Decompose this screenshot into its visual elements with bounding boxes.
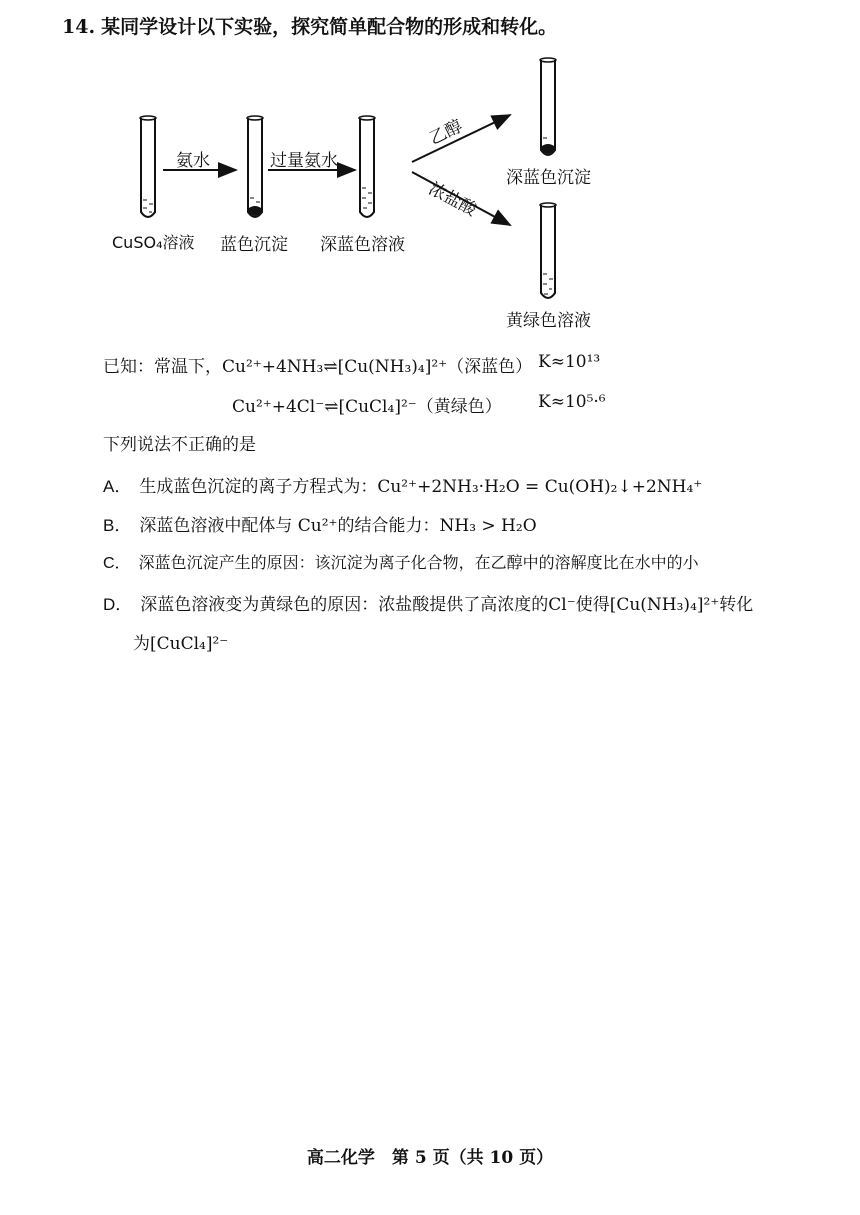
arrow-label-conc-hcl: 浓盐酸 (425, 178, 480, 221)
option-d-text: 深蓝色溶液变为黄绿色的原因：浓盐酸提供了高浓度的Cl⁻使得[Cu(NH₃)₄]²⁺转化 (140, 595, 754, 615)
tube-label-cuso4: CuSO₄溶液 (112, 233, 195, 252)
equation-1-note: （深蓝色） (447, 357, 533, 377)
experiment-diagram (100, 50, 660, 340)
arrow-ethanol (412, 115, 510, 162)
equation-2: Cu²⁺+4Cl⁻⇌[CuCl₄]²⁻ (232, 397, 417, 417)
equation-1: Cu²⁺+4NH₃⇌[Cu(NH₃)₄]²⁺ (222, 357, 448, 377)
test-tube-yellow-green-solution (540, 203, 556, 298)
arrow-label-ethanol: 乙醇 (426, 116, 466, 150)
question-title (62, 12, 557, 39)
option-a-letter: A． (103, 477, 132, 496)
option-d-continued: 为[CuCl₄]²⁻ (133, 634, 229, 654)
tube-label-blue-precipitate: 蓝色沉淀 (220, 235, 288, 255)
equation-2-note: （黄绿色） (416, 397, 502, 417)
known-line-2 (232, 392, 502, 417)
tube-label-deep-blue-precipitate: 深蓝色沉淀 (506, 168, 591, 188)
option-a-text: 生成蓝色沉淀的离子方程式为：Cu²⁺+2NH₃·H₂O = Cu(OH)₂↓+2NH₄⁺ (139, 477, 703, 497)
option-a[interactable] (103, 472, 702, 497)
known-prefix: 已知：常温下， (103, 357, 222, 377)
test-tube-deep-blue-solution (359, 116, 375, 217)
test-tube-blue-precipitate (247, 116, 263, 217)
page-footer: 高二化学 第 5 页（共 10 页） (306, 1148, 554, 1168)
option-c-text: 深蓝色沉淀产生的原因：该沉淀为离子化合物，在乙醇中的溶解度比在水中的小 (138, 553, 699, 572)
equation-2-k: K≈10⁵·⁶ (538, 392, 606, 412)
test-tube-deep-blue-precipitate (540, 58, 556, 155)
option-b-text: 深蓝色溶液中配体与 Cu²⁺的结合能力：NH₃ > H₂O (139, 516, 537, 536)
equation-1-k: K≈10¹³ (538, 352, 601, 372)
arrow-label-excess-ammonia: 过量氨水 (270, 151, 338, 171)
option-b-letter: B． (103, 516, 132, 535)
option-b[interactable] (103, 511, 537, 536)
test-tube-cuso4 (140, 116, 156, 217)
option-c-letter: C． (103, 555, 131, 572)
question-prompt: 下列说法不正确的是 (103, 435, 256, 455)
tube-label-deep-blue-solution: 深蓝色溶液 (320, 235, 405, 255)
diagram-svg (100, 50, 660, 340)
option-d-letter: D． (103, 595, 133, 614)
option-c[interactable] (103, 550, 699, 573)
tube-label-yellow-green-solution: 黄绿色溶液 (506, 311, 591, 331)
question-text: 某同学设计以下实验，探究简单配合物的形成和转化。 (101, 16, 558, 38)
question-number: 14. (62, 16, 96, 38)
known-line-1 (103, 352, 532, 377)
option-d[interactable] (103, 590, 753, 615)
arrow-label-ammonia: 氨水 (176, 151, 210, 171)
